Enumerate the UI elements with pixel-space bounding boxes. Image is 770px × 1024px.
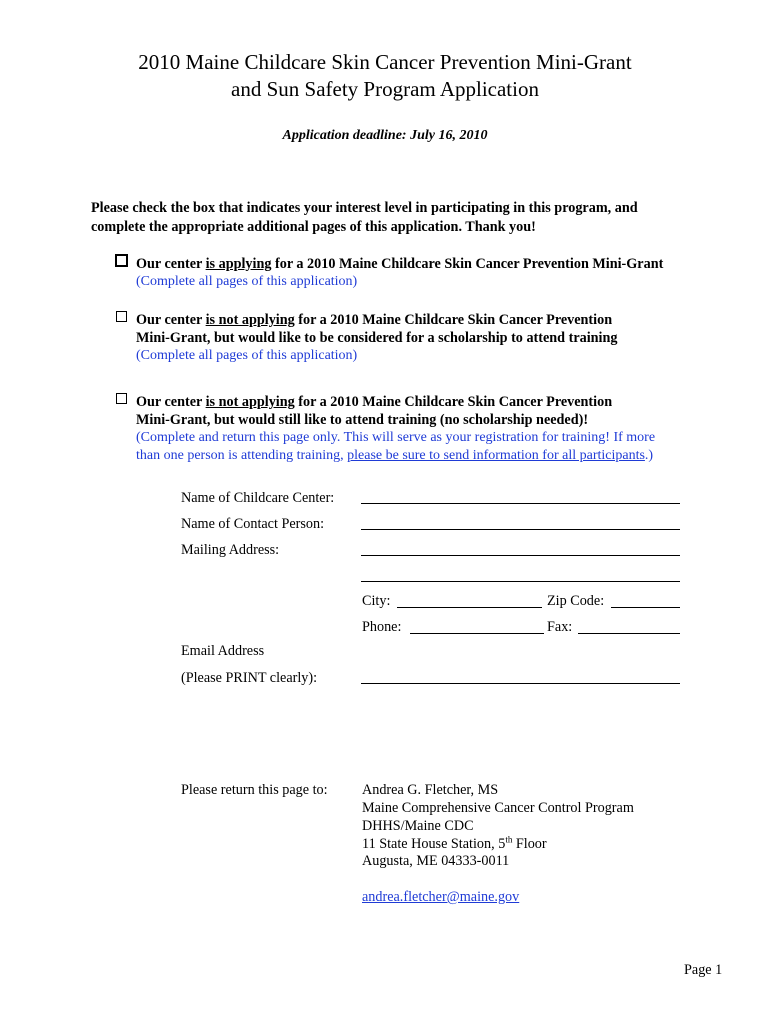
fax-label: Fax: bbox=[547, 619, 573, 635]
return-street: 11 State House Station, 5th Floor bbox=[362, 834, 547, 852]
email-field[interactable] bbox=[361, 683, 680, 684]
return-dept: DHHS/Maine CDC bbox=[362, 818, 474, 834]
mailing-field-2[interactable] bbox=[361, 581, 680, 582]
phone-field[interactable] bbox=[410, 633, 544, 634]
option-applying-note: (Complete all pages of this application) bbox=[136, 274, 358, 289]
option-applying-checkbox[interactable] bbox=[115, 254, 128, 267]
mailing-label: Mailing Address: bbox=[181, 542, 280, 558]
center-name-label: Name of Childcare Center: bbox=[181, 490, 335, 506]
option-training-note: (Complete and return this page only. This will serve as your registration for training! If more bbox=[136, 430, 656, 445]
instructions-text: Please check the box that indicates your interest level in participating in this program, and complete the appropriate additional pages of this application. Thank you! bbox=[91, 200, 638, 235]
return-city: Augusta, ME 04333-0011 bbox=[362, 853, 510, 869]
city-field[interactable] bbox=[397, 607, 542, 608]
option-training-label: Our center is not applying for a 2010 Maine Childcare Skin Cancer Prevention bbox=[136, 394, 613, 410]
contact-field[interactable] bbox=[361, 529, 680, 530]
page-subtitle: and Sun Safety Program Application bbox=[231, 77, 539, 101]
option-training-checkbox[interactable] bbox=[116, 393, 127, 404]
deadline-text: Application deadline: July 16, 2010 bbox=[282, 128, 488, 143]
page-number: Page 1 bbox=[684, 962, 723, 978]
fax-field[interactable] bbox=[578, 633, 680, 634]
phone-label: Phone: bbox=[362, 619, 402, 635]
return-label: Please return this page to: bbox=[181, 782, 328, 798]
option-scholarship-checkbox[interactable] bbox=[116, 311, 127, 322]
option-scholarship-label-2: Mini-Grant, but would like to be considered for a scholarship to attend training bbox=[136, 330, 618, 346]
page-title: 2010 Maine Childcare Skin Cancer Prevention Mini-Grant bbox=[138, 50, 632, 74]
contact-label: Name of Contact Person: bbox=[181, 516, 325, 532]
return-email-link[interactable]: andrea.fletcher@maine.gov bbox=[362, 889, 520, 905]
option-scholarship-label: Our center is not applying for a 2010 Maine Childcare Skin Cancer Prevention bbox=[136, 312, 613, 328]
mailing-field-1[interactable] bbox=[361, 555, 680, 556]
city-label: City: bbox=[362, 593, 391, 609]
center-name-field[interactable] bbox=[361, 503, 680, 504]
participants-link[interactable]: please be sure to send information for all participants bbox=[347, 448, 645, 463]
zip-field[interactable] bbox=[611, 607, 680, 608]
email-label: Email Address bbox=[181, 643, 265, 659]
option-training-label-2: Mini-Grant, but would still like to attend training (no scholarship needed)! bbox=[136, 412, 589, 428]
option-applying-label: Our center is applying for a 2010 Maine Childcare Skin Cancer Prevention Mini-Grant bbox=[136, 256, 664, 272]
option-training-note-2: than one person is attending training, please be sure to send information for all participants.) bbox=[136, 448, 654, 463]
email-label-note: (Please PRINT clearly): bbox=[181, 670, 318, 686]
return-org: Maine Comprehensive Cancer Control Program bbox=[362, 800, 634, 816]
return-name: Andrea G. Fletcher, MS bbox=[362, 782, 499, 798]
option-scholarship-note: (Complete all pages of this application) bbox=[136, 348, 358, 363]
zip-label: Zip Code: bbox=[547, 593, 605, 609]
